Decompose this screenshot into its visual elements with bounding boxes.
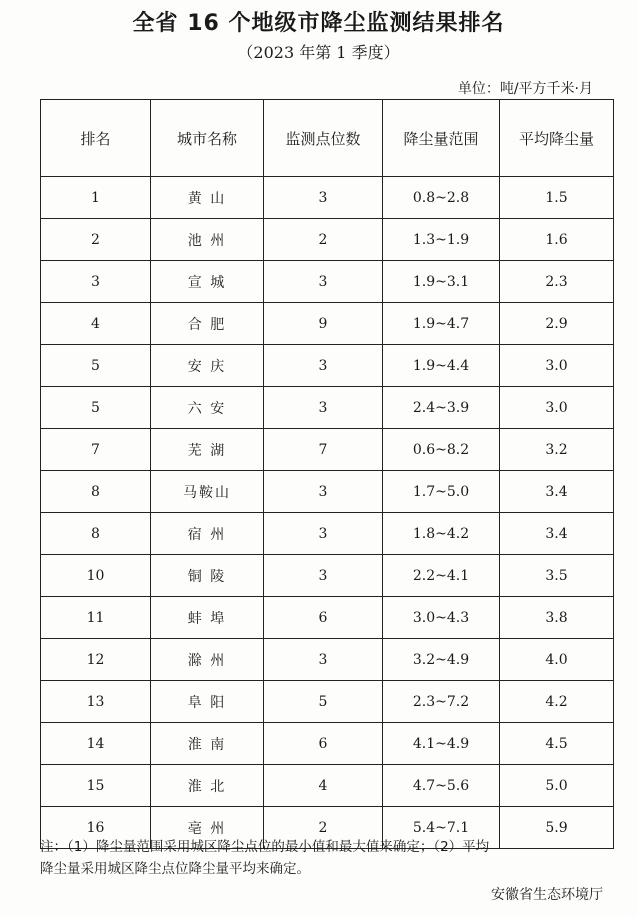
table-row bbox=[41, 177, 614, 219]
rank-cell: 3 bbox=[41, 261, 151, 303]
rank-cell: 2 bbox=[41, 219, 151, 261]
table-row bbox=[41, 723, 614, 765]
avg-dust-cell: 3.4 bbox=[500, 471, 614, 513]
city-cell: 铜 陵 bbox=[151, 555, 264, 597]
dust-range-cell: 1.7~5.0 bbox=[383, 471, 500, 513]
rank-cell: 11 bbox=[41, 597, 151, 639]
table-row bbox=[41, 639, 614, 681]
avg-dust-cell: 2.9 bbox=[500, 303, 614, 345]
table-row bbox=[41, 219, 614, 261]
site-count-cell: 5 bbox=[264, 681, 383, 723]
table-row bbox=[41, 303, 614, 345]
site-count-cell: 4 bbox=[264, 765, 383, 807]
rank-cell: 10 bbox=[41, 555, 151, 597]
footnote bbox=[40, 836, 615, 880]
ranking-table bbox=[40, 99, 614, 849]
dust-range-cell: 4.1~4.9 bbox=[383, 723, 500, 765]
document-title: 全省 16 个地级市降尘监测结果排名 bbox=[132, 11, 505, 36]
dust-range-cell: 3.2~4.9 bbox=[383, 639, 500, 681]
dust-range-cell: 4.7~5.6 bbox=[383, 765, 500, 807]
site-count-cell: 6 bbox=[264, 597, 383, 639]
rank-cell: 8 bbox=[41, 471, 151, 513]
city-cell: 宿 州 bbox=[151, 513, 264, 555]
dust-range-cell: 5.4~7.1 bbox=[383, 807, 500, 849]
dust-range-cell: 2.3~7.2 bbox=[383, 681, 500, 723]
issuer-signature: 安徽省生态环境厅 bbox=[491, 887, 603, 903]
dust-range-cell: 1.3~1.9 bbox=[383, 219, 500, 261]
rank-cell: 8 bbox=[41, 513, 151, 555]
dust-range-cell: 0.8~2.8 bbox=[383, 177, 500, 219]
rank-cell: 15 bbox=[41, 765, 151, 807]
avg-dust-cell: 4.2 bbox=[500, 681, 614, 723]
city-cell: 芜 湖 bbox=[151, 429, 264, 471]
dust-range-cell: 3.0~4.3 bbox=[383, 597, 500, 639]
city-cell: 亳 州 bbox=[151, 807, 264, 849]
dust-range-cell: 1.9~4.4 bbox=[383, 345, 500, 387]
dust-range-cell: 1.8~4.2 bbox=[383, 513, 500, 555]
city-cell: 黄 山 bbox=[151, 177, 264, 219]
header-city: 城市名称 bbox=[151, 100, 264, 177]
avg-dust-cell: 4.5 bbox=[500, 723, 614, 765]
avg-dust-cell: 1.6 bbox=[500, 219, 614, 261]
site-count-cell: 2 bbox=[264, 807, 383, 849]
dust-range-cell: 2.2~4.1 bbox=[383, 555, 500, 597]
header-dust-range: 降尘量范围 bbox=[383, 100, 500, 177]
avg-dust-cell: 3.0 bbox=[500, 387, 614, 429]
rank-cell: 5 bbox=[41, 387, 151, 429]
city-cell: 宣 城 bbox=[151, 261, 264, 303]
footnote-line-2: 降尘量采用城区降尘点位降尘量平均来确定。 bbox=[40, 861, 310, 877]
header-avg-dust: 平均降尘量 bbox=[500, 100, 614, 177]
table-row bbox=[41, 765, 614, 807]
avg-dust-cell: 3.8 bbox=[500, 597, 614, 639]
site-count-cell: 3 bbox=[264, 639, 383, 681]
table-row bbox=[41, 387, 614, 429]
avg-dust-cell: 5.0 bbox=[500, 765, 614, 807]
table-row bbox=[41, 555, 614, 597]
site-count-cell: 3 bbox=[264, 513, 383, 555]
avg-dust-cell: 3.2 bbox=[500, 429, 614, 471]
dust-range-cell: 1.9~4.7 bbox=[383, 303, 500, 345]
site-count-cell: 2 bbox=[264, 219, 383, 261]
avg-dust-cell: 2.3 bbox=[500, 261, 614, 303]
rank-cell: 1 bbox=[41, 177, 151, 219]
avg-dust-cell: 3.5 bbox=[500, 555, 614, 597]
city-cell: 马鞍山 bbox=[151, 471, 264, 513]
avg-dust-cell: 3.0 bbox=[500, 345, 614, 387]
avg-dust-cell: 5.9 bbox=[500, 807, 614, 849]
document-subtitle: （2023 年第 1 季度） bbox=[237, 43, 400, 62]
city-cell: 淮 南 bbox=[151, 723, 264, 765]
table-row bbox=[41, 597, 614, 639]
rank-cell: 14 bbox=[41, 723, 151, 765]
site-count-cell: 9 bbox=[264, 303, 383, 345]
rank-cell: 13 bbox=[41, 681, 151, 723]
city-cell: 池 州 bbox=[151, 219, 264, 261]
dust-range-cell: 0.6~8.2 bbox=[383, 429, 500, 471]
footnote-line-1: 注：（1）降尘量范围采用城区降尘点位的最小值和最大值来确定；（2）平均 bbox=[40, 839, 490, 855]
table-row bbox=[41, 471, 614, 513]
site-count-cell: 3 bbox=[264, 261, 383, 303]
rank-cell: 4 bbox=[41, 303, 151, 345]
city-cell: 阜 阳 bbox=[151, 681, 264, 723]
rank-cell: 12 bbox=[41, 639, 151, 681]
city-cell: 淮 北 bbox=[151, 765, 264, 807]
dust-range-cell: 1.9~3.1 bbox=[383, 261, 500, 303]
rank-cell: 7 bbox=[41, 429, 151, 471]
city-cell: 滁 州 bbox=[151, 639, 264, 681]
city-cell: 六 安 bbox=[151, 387, 264, 429]
site-count-cell: 3 bbox=[264, 345, 383, 387]
rank-cell: 5 bbox=[41, 345, 151, 387]
city-cell: 合 肥 bbox=[151, 303, 264, 345]
table-row bbox=[41, 345, 614, 387]
avg-dust-cell: 1.5 bbox=[500, 177, 614, 219]
table-row bbox=[41, 513, 614, 555]
header-rank: 排名 bbox=[41, 100, 151, 177]
table-row bbox=[41, 429, 614, 471]
dust-range-cell: 2.4~3.9 bbox=[383, 387, 500, 429]
unit-label: 单位：吨/平方千米·月 bbox=[457, 81, 593, 97]
site-count-cell: 3 bbox=[264, 555, 383, 597]
table-header-row bbox=[41, 100, 614, 177]
table-row bbox=[41, 681, 614, 723]
avg-dust-cell: 3.4 bbox=[500, 513, 614, 555]
site-count-cell: 3 bbox=[264, 387, 383, 429]
city-cell: 蚌 埠 bbox=[151, 597, 264, 639]
site-count-cell: 3 bbox=[264, 177, 383, 219]
site-count-cell: 3 bbox=[264, 471, 383, 513]
city-cell: 安 庆 bbox=[151, 345, 264, 387]
header-site-count: 监测点位数 bbox=[264, 100, 383, 177]
site-count-cell: 7 bbox=[264, 429, 383, 471]
site-count-cell: 6 bbox=[264, 723, 383, 765]
table-row bbox=[41, 261, 614, 303]
rank-cell: 16 bbox=[41, 807, 151, 849]
avg-dust-cell: 4.0 bbox=[500, 639, 614, 681]
